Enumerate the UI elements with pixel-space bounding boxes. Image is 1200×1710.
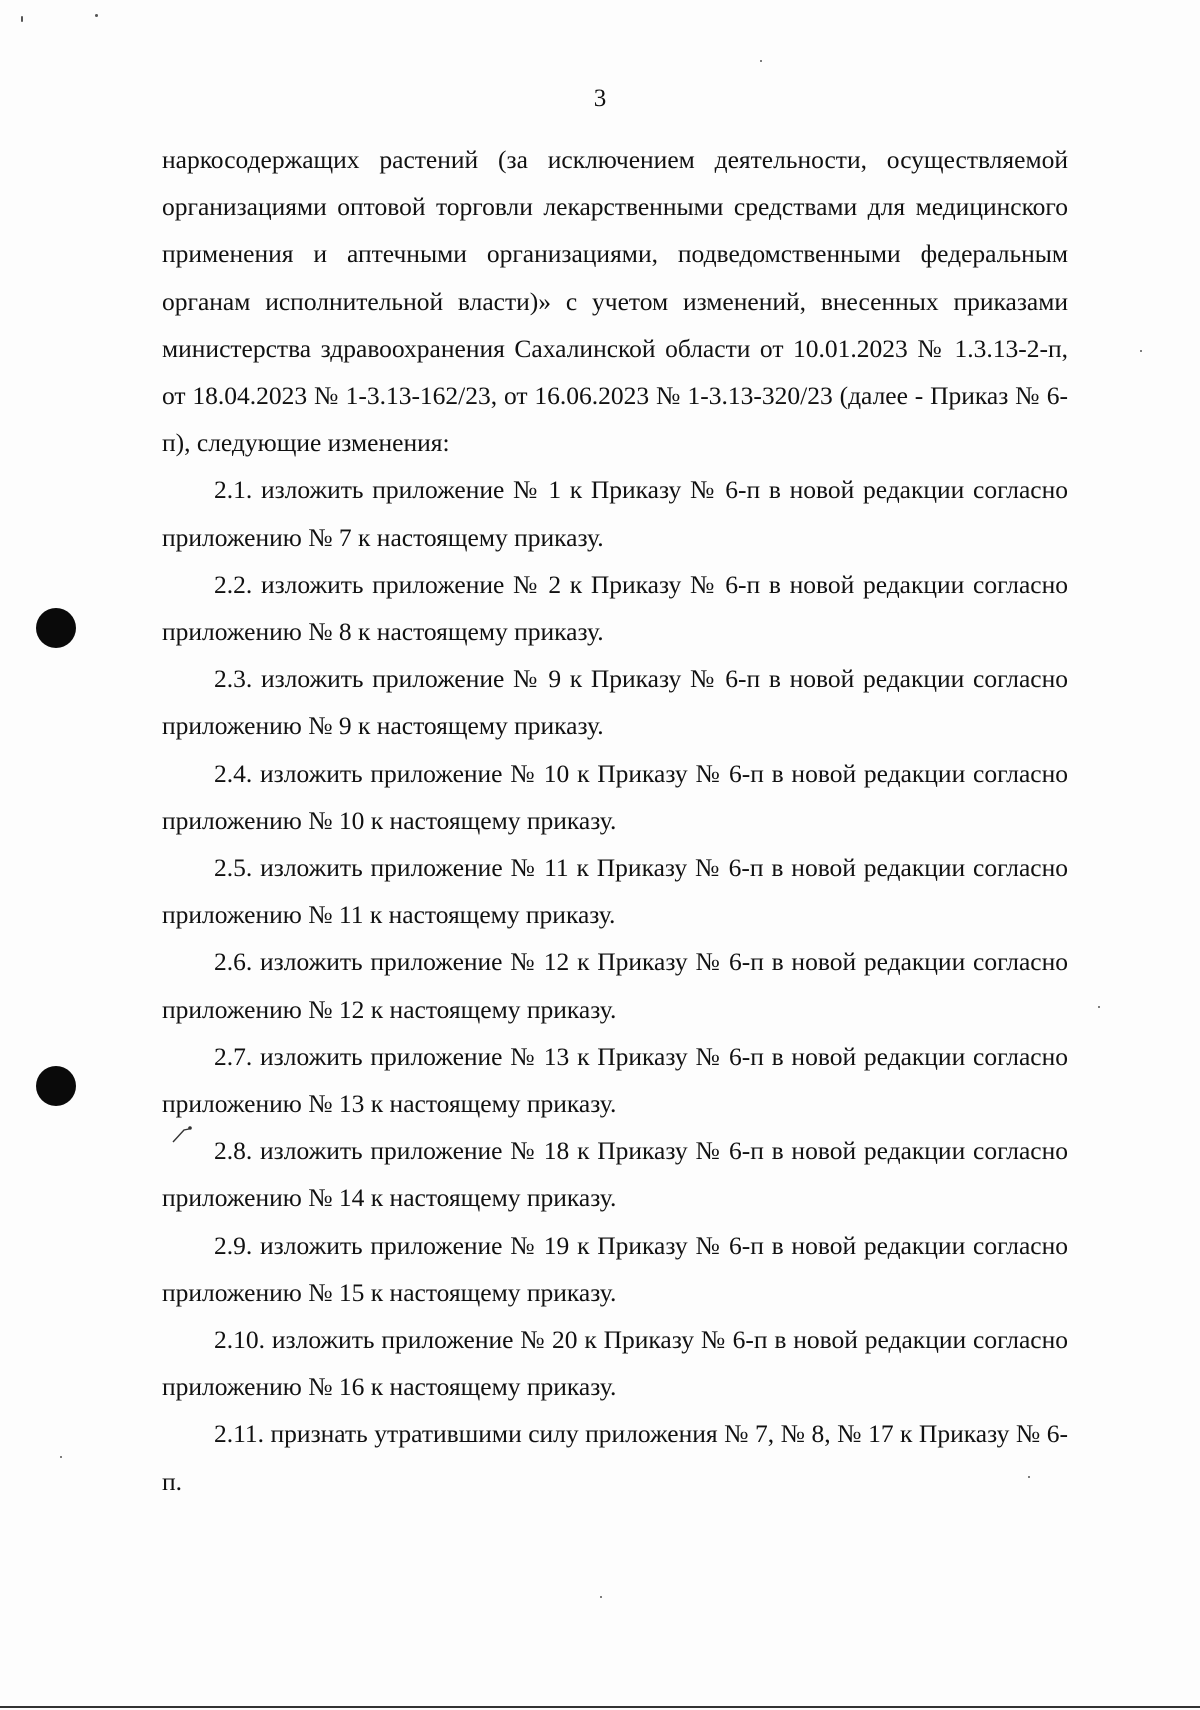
paragraph-2-3: 2.3. изложить приложение № 9 к Приказу № 6-п в новой редакции согласно приложению № 9 к настоящему приказу.	[162, 664, 1068, 741]
scan-edge-line	[0, 1706, 1200, 1708]
scan-speck	[21, 16, 23, 22]
paragraph-2-1: 2.1. изложить приложение № 1 к Приказу № 6-п в новой редакции согласно приложению № 7 к настоящему приказу.	[162, 475, 1068, 552]
paragraph-2-7: 2.7. изложить приложение № 13 к Приказу № 6-п в новой редакции согласно приложению № 13 к настоящему приказу.	[162, 1041, 1068, 1119]
paragraph-2-4: 2.4. изложить приложение № 10 к Приказу № 6-п в новой редакции согласно приложению № 10 к настоящему приказу.	[162, 758, 1068, 835]
paragraph-2-5: 2.5. изложить приложение № 11 к Приказу № 6-п в новой редакции согласно приложению № 11 к настоящему приказу.	[162, 853, 1068, 930]
paragraph-2-6: 2.6. изложить приложение № 12 к Приказу № 6-п в новой редакции согласно приложению № 12 к настоящему приказу.	[162, 947, 1068, 1024]
scan-speck	[600, 1596, 602, 1598]
scan-speck	[1028, 1476, 1030, 1478]
punch-hole-bottom	[36, 1066, 76, 1106]
scan-speck	[760, 60, 762, 62]
paragraph-2-9: 2.9. изложить приложение № 19 к Приказу № 6-п в новой редакции согласно приложению № 15 к настоящему приказу.	[162, 1230, 1068, 1307]
scan-speck	[1140, 350, 1142, 352]
page-number: 3	[593, 85, 607, 112]
document-body	[162, 136, 1068, 1505]
paragraph-2-8: 2.8. изложить приложение № 18 к Приказу № 6-п в новой редакции согласно приложению № 14 к настоящему приказу.	[162, 1136, 1068, 1213]
paragraph-2-11: 2.11. признать утратившими силу приложения № 7, № 8, № 17 к Приказу № 6-п.	[162, 1419, 1068, 1496]
scan-speck	[95, 14, 98, 17]
punch-hole-top	[36, 608, 76, 648]
paragraph-2-2: 2.2. изложить приложение № 2 к Приказу № 6-п в новой редакции согласно приложению № 8 к настоящему приказу.	[162, 569, 1068, 647]
paragraph-2-10: 2.10. изложить приложение № 20 к Приказу № 6-п в новой редакции согласно приложению № 16 к настоящему приказу.	[162, 1325, 1068, 1402]
scan-speck	[60, 1456, 62, 1458]
paragraph-continuation: наркосодержащих растений (за исключением деятельности, осуществляемой организациями оптовой торговли лекарственными средствами для медицинского применения и аптечными организациями, подведомственными федеральным органам исполнительной власти)» с учетом изменений, внесенных приказами министерства здравоохранения Сахалинской области от 10.01.2023 № 1.3.13-2-п, от 18.04.2023 № 1-3.13-162/23, от 16.06.2023 № 1-3.13-320/23 (далее - Приказ № 6-п), следующие изменения:	[162, 145, 1068, 458]
pen-mark-icon	[170, 1124, 196, 1144]
scan-speck	[1098, 1006, 1100, 1008]
